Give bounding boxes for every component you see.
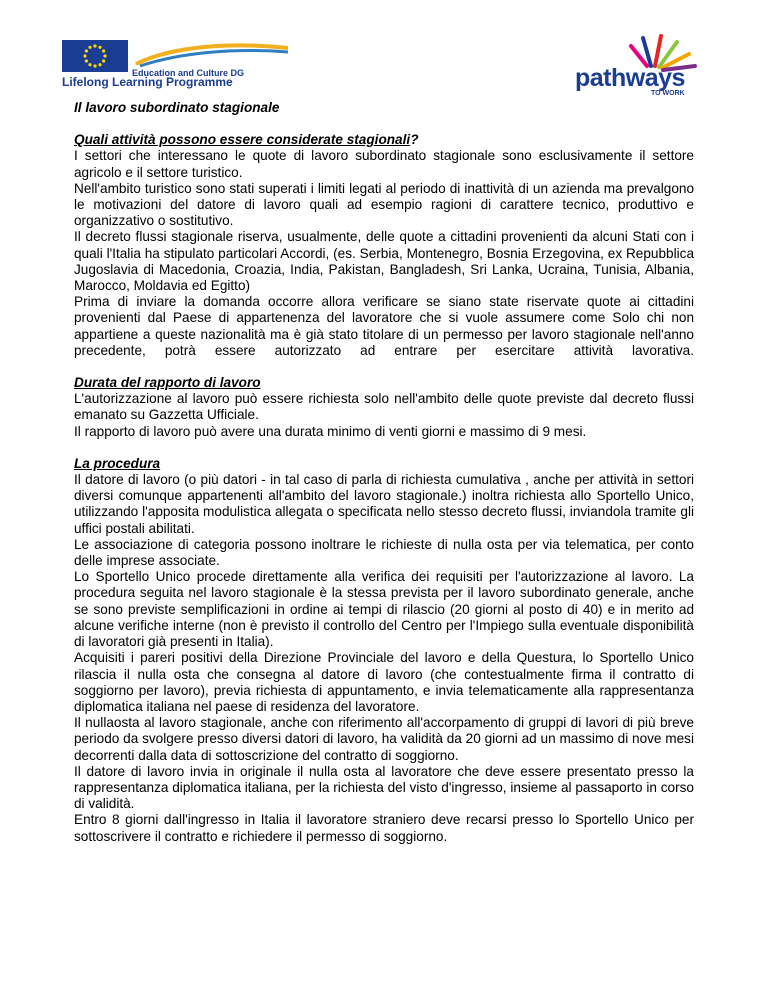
paragraph: I settori che interessano le quote di lavoro subordinato stagionale sono esclusivamente il settore agricolo e il settore turistico. [74,148,694,180]
paragraph: Il nullaosta al lavoro stagionale, anche con riferimento all'accorpamento di gruppi di lavori di più breve periodo da svolgere presso diversi datori di lavoro, ha validità da 20 giorni ad un massimo di nove mesi decorrenti dalla data di sottoscrizione del contratto di soggiorno. [74,715,694,763]
pathways-wordmark: pathways [575,64,685,92]
paragraph: Il rapporto di lavoro può avere una durata minimo di venti giorni e massimo di 9 mesi. [74,423,587,439]
paragraph: Lo Sportello Unico procede direttamente alla verifica dei requisiti per l'autorizzazione al lavoro. La procedura seguita nel lavoro stagionale è la stessa prevista per il lavoro subordinato generale, anche se sono previste semplificazioni in ordine ai tempi di rilascio (20 giorni al posto di 40) e in merito ad alcune verifiche interne (non è previsto il controllo del Centro per l'Impiego sulla eventuale disponibilità di lavoratori già presenti in Italia). [74,569,694,650]
section-heading-procedure: La procedura [74,455,161,471]
eu-flag-icon [62,40,128,72]
paragraph: Il decreto flussi stagionale riserva, usualmente, delle quote a cittadini provenienti da alcuni Stati con i quali l'Italia ha stipulato particolari Accordi, (es. Serbia, Montenegro, Bosnia Erzegovina, ex Repubblica Jugoslavia di Macedonia, Croazia, India, Pakistan, Bangladesh, Sri Lanka, Ucraina, Tunisia, Albania, Marocco, Moldavia ed Egitto) [74,229,694,294]
paragraph: Acquisiti i pareri positivi della Direzione Provinciale del lavoro e della Questura, lo Sportello Unico rilascia il nulla osta che consegna al datore di lavoro (che contestualmente firma il contratto di soggiorno per lavoro), previa richiesta di appuntamento, e invia telematicamente alla rappresentanza diplomatica italiana nel paese di residenza del lavoratore. [74,650,694,714]
paragraph: Prima di inviare la domanda occorre allora verificare se siano state riservate quote ai cittadini provenienti dal Paese di appartenenza del lavoratore che si vuole assumere come Solo chi non appartiene a queste nazionalità ma è già stato titolare di un permesso per lavoro stagionale nell'anno precedente, potrà essere autorizzato ad entrare per esercitare attività lavorativa. [74,294,694,358]
swoosh-icon [132,42,292,68]
paragraph: Le associazione di categoria possono inoltrare le richieste di nulla osta per via telematica, per conto delle imprese associate. [74,536,694,569]
pathways-logo [573,32,713,102]
paragraph: Nell'ambito turistico sono stati superati i limiti legati al periodo di inattività di un azienda ma prevalgono le motivazioni del datore di lavoro quali ad esempio ragioni di carattere tecnico, produttivo e organizzativo o sostitutivo. [74,180,694,229]
paragraph: Entro 8 giorni dall'ingresso in Italia il lavoratore straniero deve recarsi presso lo Sportello Unico per sottoscrivere il contratto e richiedere il permesso di soggiorno. [74,812,694,844]
section-heading-activities: Quali attività possono essere considerate stagionali? [74,132,419,148]
paragraph: Il datore di lavoro invia in originale il nulla osta al lavoratore che deve essere presentato presso la rappresentanza diplomatica italiana, per la richiesta del visto d'ingresso, insieme al passaporto in corso di validità. [74,763,694,812]
document-body [74,100,694,845]
page-header [0,0,768,100]
dg-label: Education and Culture DG [132,68,245,78]
to-work-label: TO WORK [651,90,685,97]
document-title: Il lavoro subordinato stagionale [74,100,280,115]
paragraph: L'autorizzazione al lavoro può essere richiesta solo nell'ambito delle quote previste dal decreto flussi emanato su Gazzetta Ufficiale. [74,391,694,423]
paragraph: Il datore di lavoro (o più datori - in tal caso di parla di richiesta cumulativa , anche per attività in settori diversi comunque appartenenti all'ambito del lavoro stagionale.) inoltra richiesta allo Sportello Unico, utilizzando l'apposita modulistica allegata o specificata nello stesso decreto flussi, inviandola tramite gli uffici postali abilitati. [74,472,694,536]
programme-label: Lifelong Learning Programme [62,75,233,89]
section-heading-duration: Durata del rapporto di lavoro [74,375,261,391]
